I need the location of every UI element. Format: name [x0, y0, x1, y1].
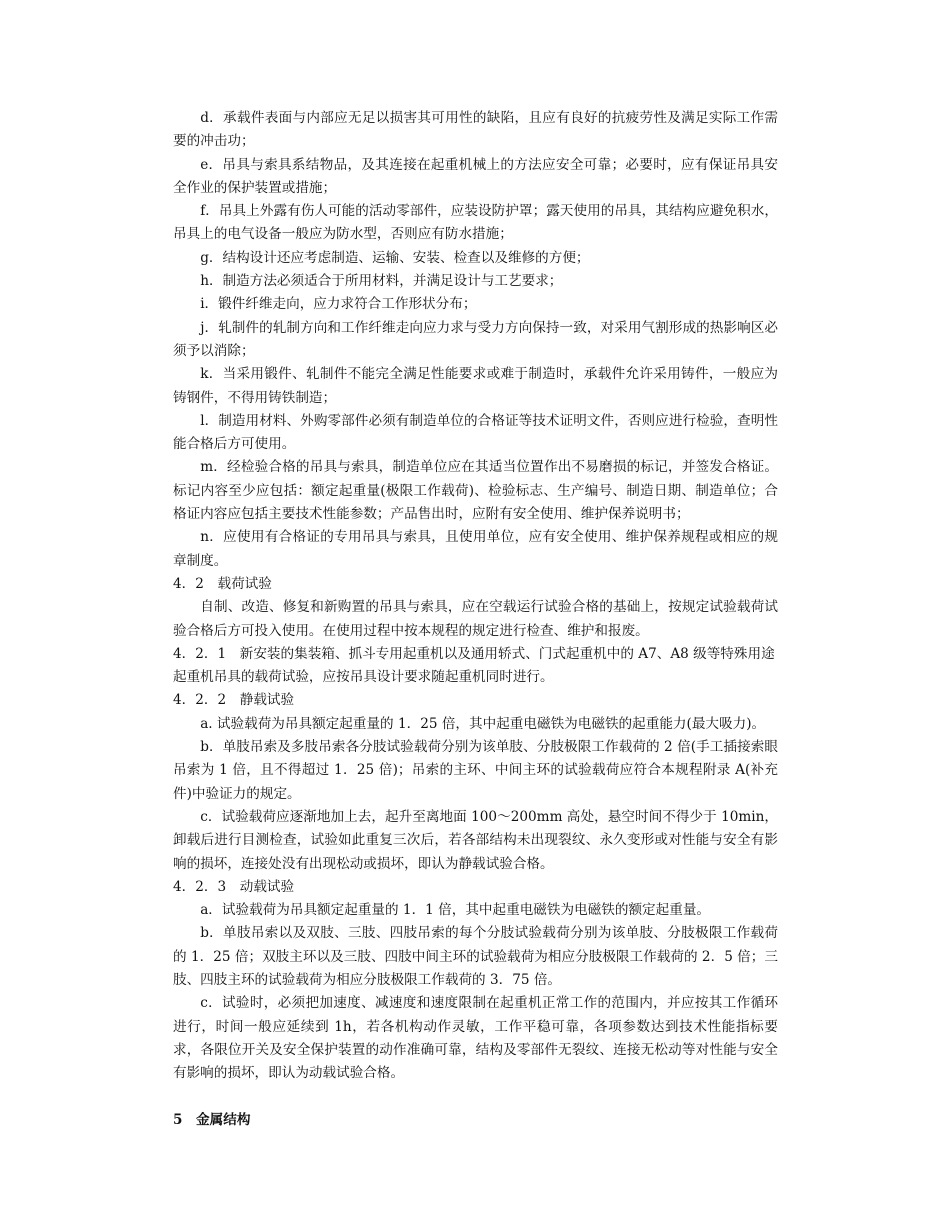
paragraph-4-2-2-a: a. 试验载荷为吊具额定起重量的 1．25 倍，其中起重电磁铁为电磁铁的起重能力(最大吸力)。	[200, 715, 766, 732]
paragraph-l: l．制造用材料、外购零部件必须有制造单位的合格证等技术证明文件，否则应进行检验，查明性能合格后方可使用。	[173, 412, 778, 453]
paragraph-n: n．应使用有合格证的专用吊具与索具，且使用单位，应有安全使用、维护保养规程或相应的规章制度。	[173, 529, 778, 569]
paragraph-e: e．吊具与索具系结物品，及其连接在起重机械上的方法应安全可靠；必要时，应有保证吊具安全作业的保护装置或措施；	[173, 156, 778, 196]
paragraph-k: k．当采用锻件、轧制件不能完全满足性能要求或难于制造时，承载件允许采用铸件，一般应为铸钢件，不得用铸铁制造；	[173, 366, 778, 406]
paragraph-j: j．轧制件的轧制方向和工作纤维走向应力求与受力方向保持一致，对采用气割形成的热影响区必须予以消除；	[173, 319, 778, 359]
document-page	[173, 107, 778, 1133]
paragraph-4-2-2-c: c．试验载荷应逐渐地加上去，起升至离地面 100～200mm 高处，悬空时间不得少于 10min，卸载后进行目测检查，试验如此重复三次后，若各部结构未出现裂纹、永久变形或对性能与安全有影响的损坏，连接处没有出现松动或损坏，即认为静载试验合格。	[173, 808, 778, 872]
section-heading-4-2-2: 4．2．2 静载试验	[173, 692, 295, 709]
clause-4-2-1: 4．2．1 新安装的集装箱、抓斗专用起重机以及通用轿式、门式起重机中的 A7、A8 级等特殊用途起重机吊具的载荷试验，应按吊具设计要求随起重机同时进行。	[173, 645, 775, 686]
paragraph-4-2: 自制、改造、修复和新购置的吊具与索具，应在空载运行试验合格的基础上，按规定试验载荷试验合格后方可投入使用。在使用过程中按本规程的规定进行检查、维护和报废。	[173, 599, 778, 639]
paragraph-4-2-2-b: b．单肢吊索及多肢吊索各分肢试验载荷分别为该单肢、分肢极限工作载荷的 2 倍(手工插接索眼吊索为 1 倍，且不得超过 1．25 倍)；吊索的主环、中间主环的试验载荷应符合本规程附录 A(补充件)中验证力的规定。	[173, 739, 778, 802]
section-heading-4-2: 4．2 载荷试验	[173, 575, 272, 592]
section-heading-4-2-3: 4．2．3 动载试验	[173, 878, 295, 895]
paragraph-f: f．吊具上外露有伤人可能的活动零部件，应装设防护罩；露天使用的吊具，其结构应避免积水，吊具上的电气设备一般应为防水型，否则应有防水措施；	[173, 203, 778, 243]
paragraph-4-2-3-b: b．单肢吊索以及双肢、三肢、四肢吊索的每个分肢试验载荷分别为该单肢、分肢极限工作载荷的 1．25 倍；双肢主环以及三肢、四肢中间主环的试验载荷为相应分肢极限工作载荷的 2．5 倍；三肢、四肢主环的试验载荷为相应分肢极限工作载荷的 3．75 倍。	[173, 925, 778, 988]
chapter-heading-5: 5 金属结构	[173, 1112, 251, 1129]
paragraph-h: h．制造方法必须适合于所用材料，并满足设计与工艺要求；	[200, 273, 563, 290]
paragraph-i: i．锻件纤维走向，应力求符合工作形状分布；	[200, 296, 477, 313]
paragraph-m: m．经检验合格的吊具与索具，制造单位应在其适当位置作出不易磨损的标记，并签发合格证。标记内容至少应包括：额定起重量(极限工作载荷)、检验标志、生产编号、制造日期、制造单位；合格证内容应包括主要技术性能参数；产品售出时，应附有安全使用、维护保养说明书；	[173, 459, 778, 523]
paragraph-4-2-3-c: c．试验时，必须把加速度、减速度和速度限制在起重机正常工作的范围内，并应按其工作循环进行，时间一般应延续到 1h，若各机构动作灵敏，工作平稳可靠，各项参数达到技术性能指标要求，各限位开关及安全保护装置的动作准确可靠，结构及零部件无裂纹、连接无松动等对性能与安全有影响的损坏，即认为动载试验合格。	[173, 995, 778, 1082]
paragraph-4-2-3-a: a．试验载荷为吊具额定起重量的 1．1 倍，其中起重电磁铁为电磁铁的额定起重量。	[200, 902, 711, 919]
paragraph-d: d．承载件表面与内部应无足以损害其可用性的缺陷，且应有良好的抗疲劳性及满足实际工作需要的冲击功；	[173, 110, 778, 150]
paragraph-g: g．结构设计还应考虑制造、运输、安装、检查以及维修的方便；	[200, 249, 590, 266]
